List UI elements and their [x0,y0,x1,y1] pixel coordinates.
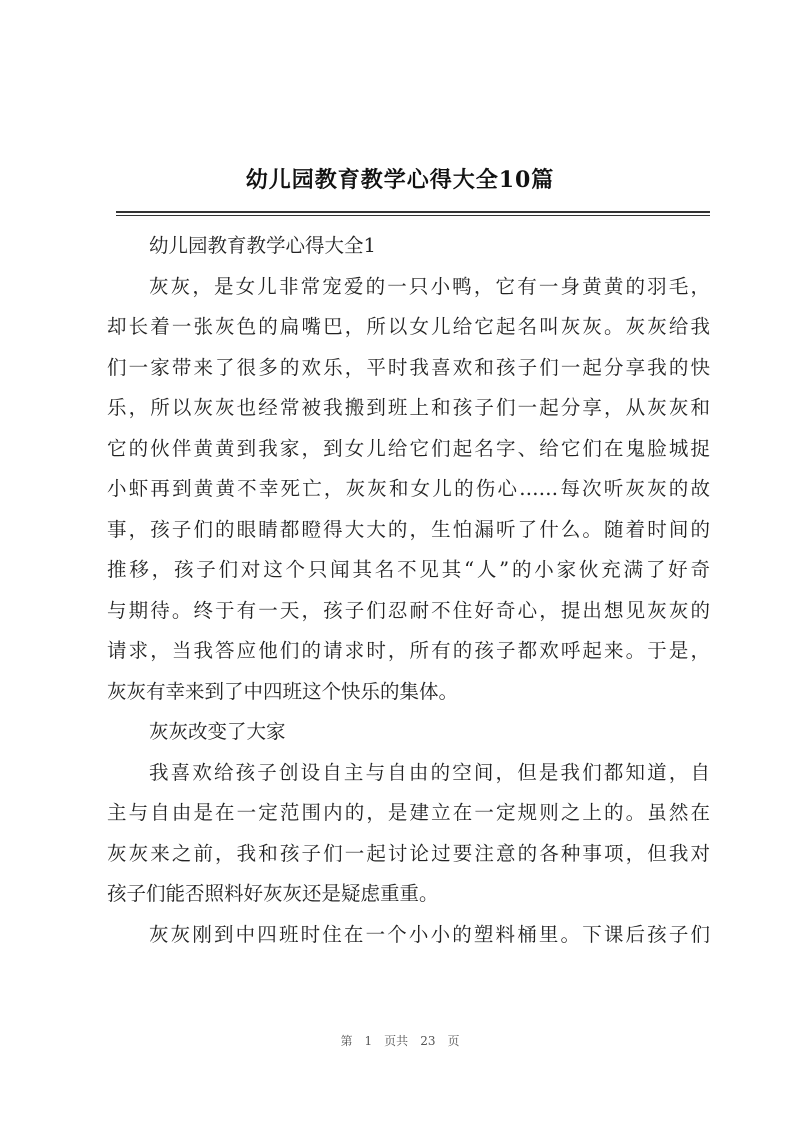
footer-current-page: 1 [364,1034,373,1048]
text-line: 却长着一张灰色的扁嘴巴，所以女儿给它起名叫灰灰。灰灰给我 [107,315,710,338]
text-line: 们一家带来了很多的欢乐，平时我喜欢和孩子们一起分享我的快 [107,355,710,379]
text-line: 幼儿园教育教学心得大全1 [149,234,376,257]
document-body [107,226,710,955]
text-line: 事，孩子们的眼睛都瞪得大大的，生怕漏听了什么。随着时间的 [107,517,710,541]
footer-prefix: 第 [340,1034,353,1048]
text-line: 主与自由是在一定范围内的，是建立在一定规则之上的。虽然在 [107,801,710,824]
title-divider-thick [116,211,710,213]
title-divider-thin [116,215,710,216]
text-line: 灰灰有幸来到了中四班这个快乐的集体。 [107,679,459,703]
text-line: 灰灰改变了大家 [149,720,286,743]
text-line: 我喜欢给孩子创设自主与自由的空间，但是我们都知道，自 [149,760,710,784]
text-line: 灰灰来之前，我和孩子们一起讨论过要注意的各种事项，但我对 [107,841,710,865]
footer-total-pages: 23 [420,1034,436,1048]
text-line: 与期待。终于有一天，孩子们忍耐不住好奇心，提出想见灰灰的 [107,598,710,622]
text-line: 请求，当我答应他们的请求时，所有的孩子都欢呼起来。于是， [107,639,710,662]
text-line: 灰灰，是女儿非常宠爱的一只小鸭，它有一身黄黄的羽毛， [149,274,710,298]
text-line: 它的伙伴黄黄到我家，到女儿给它们起名字、给它们在鬼脸城捉 [107,436,710,460]
text-line: 推移，孩子们对这个只闻其名不见其“人”的小家伙充满了好奇 [107,558,710,581]
document-title: 幼儿园教育教学心得大全10篇 [245,167,555,193]
footer-middle: 页共 [384,1034,409,1048]
text-line: 乐，所以灰灰也经常被我搬到班上和孩子们一起分享，从灰灰和 [107,396,710,419]
page-footer [0,1032,800,1049]
text-line: 小虾再到黄黄不幸死亡，灰灰和女儿的伤心……每次听灰灰的故 [107,477,710,500]
text-line: 灰灰刚到中四班时住在一个小小的塑料桶里。下课后孩子们 [149,922,710,946]
footer-suffix: 页 [447,1034,460,1048]
text-line: 孩子们能否照料好灰灰还是疑虑重重。 [107,882,439,905]
